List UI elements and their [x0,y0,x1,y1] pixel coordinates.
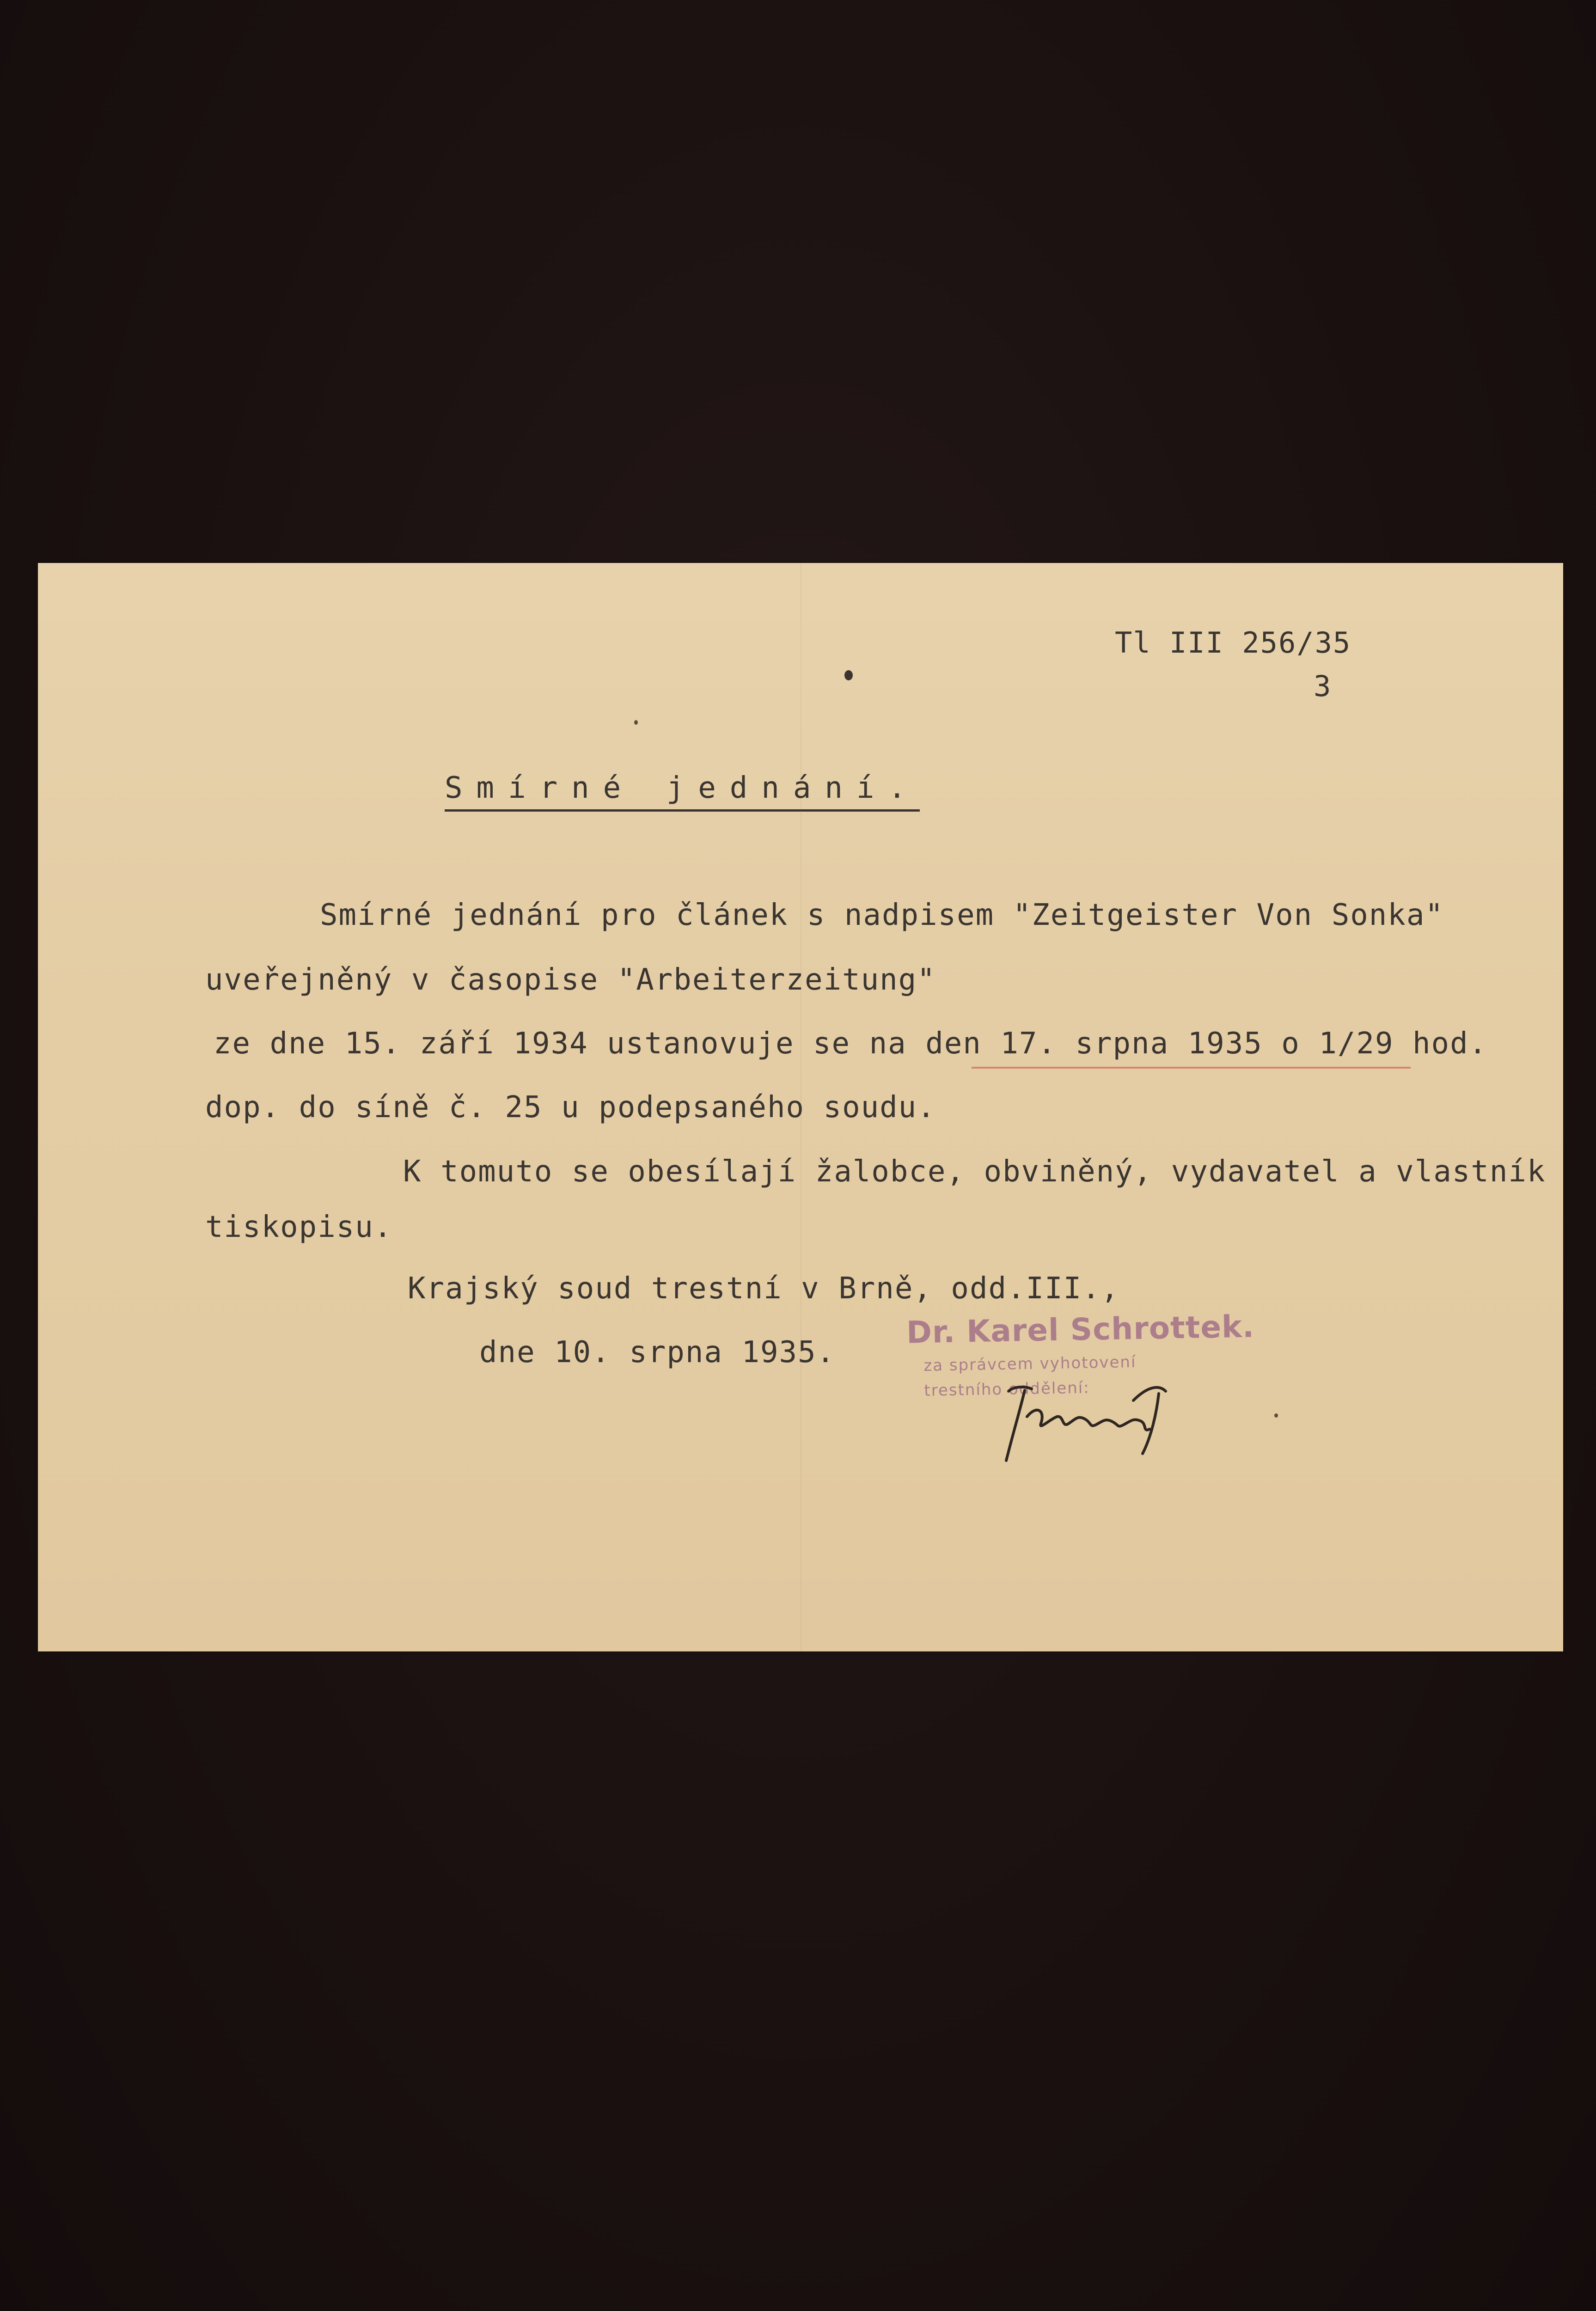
ink-spot [844,670,853,680]
red-underline [972,1067,1411,1069]
document-sheet [38,563,1563,1651]
document-date: dne 10. srpna 1935. [479,1335,836,1369]
ink-spot [634,720,638,725]
stamp-name: Dr. Karel Schrottek. [906,1308,1255,1351]
body-line: uveřejněný v časopise "Arbeiterzeitung" [205,963,936,997]
body-line: K tomuto se obesílají žalobce, obviněný, vydavatel a vlastník [403,1155,1546,1189]
stamp-line: trestního oddělení: [923,1378,1090,1400]
ink-spot [1274,1413,1278,1418]
body-line: ze dne 15. září 1934 ustanovuje se na den 17. srpna 1935 o 1/29 hod. [214,1027,1488,1061]
stamp-line: za správcem vyhotovení [923,1352,1137,1375]
reference-number: Tl III 256/35 [1115,626,1351,660]
page-number: 3 [1314,669,1332,703]
body-line: Smírné jednání pro článek s nadpisem "Zeitgeister Von Sonka" [320,898,1444,932]
body-line: tiskopisu. [205,1210,393,1244]
document-title: Smírné jednání. [445,773,920,812]
handwritten-signature [981,1373,1175,1465]
court-name: Krajský soud trestní v Brně, odd.III., [408,1272,1120,1306]
body-line: dop. do síně č. 25 u podepsaného soudu. [205,1090,936,1125]
